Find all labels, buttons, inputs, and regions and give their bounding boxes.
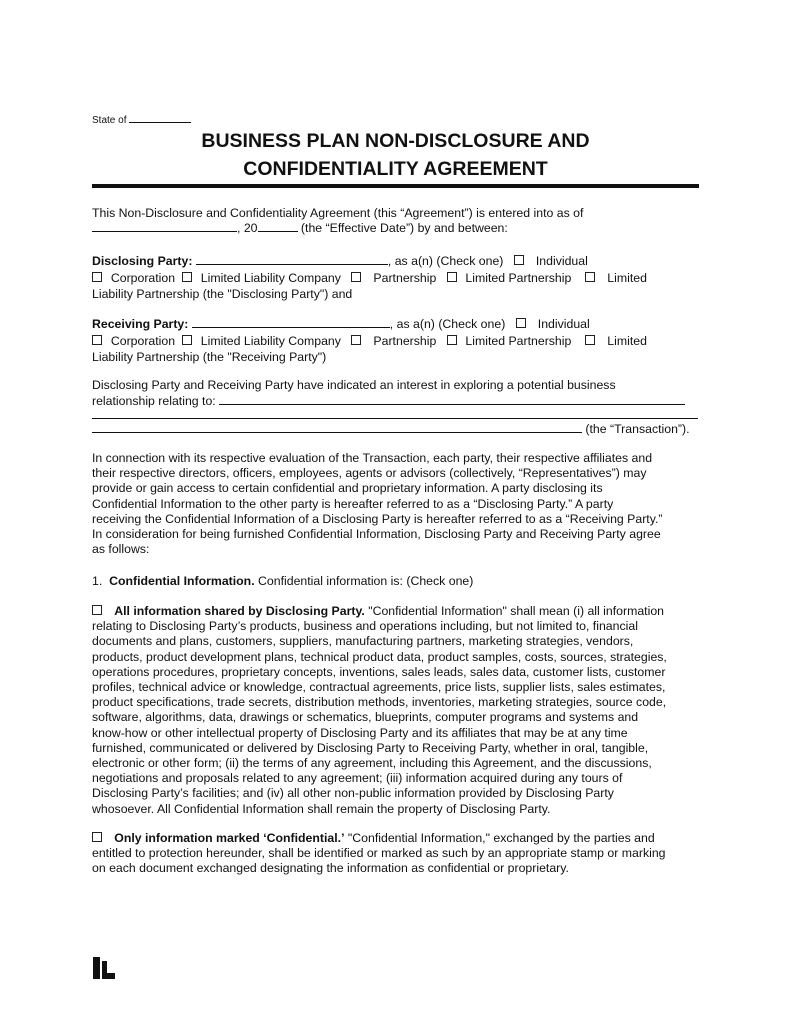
disclosing-party-name-blank[interactable] xyxy=(196,254,388,265)
disclosing-llc-label: Limited Liability Company xyxy=(200,270,341,285)
option-marked-first-rest: "Confidential Information," exchanged by the parties and xyxy=(344,831,655,845)
interest-paragraph xyxy=(92,378,702,409)
option-marked-line: on each document exchanged designating the information as confidential or proprietary. xyxy=(92,861,569,876)
connection-paragraph-line: as follows: xyxy=(92,542,150,557)
disclosing-lp-label: Limited Partnership xyxy=(465,270,572,285)
receiving-individual-label: Individual xyxy=(537,317,590,331)
disclosing-llc-checkbox[interactable] xyxy=(182,272,192,282)
intro-line-2 xyxy=(92,221,702,236)
intro-line-1: This Non-Disclosure and Confidentiality Agreement (this “Agreement”) is entered into as of xyxy=(92,206,584,220)
option-all-line: profiles, technical advice or knowledge, contractual agreements, price lists, supplier lists, sales estimates, xyxy=(92,680,666,695)
state-of-line xyxy=(92,114,191,126)
receiving-partnership-label: Partnership xyxy=(373,333,437,348)
option-all-first-rest: "Confidential Information" shall mean (i) all information xyxy=(364,604,665,618)
option-marked-first-line xyxy=(92,831,702,846)
effective-year-blank[interactable] xyxy=(258,221,298,232)
receiving-llc-checkbox[interactable] xyxy=(182,335,192,345)
disclosing-party-line-2 xyxy=(92,270,702,287)
option-all-line: know-how or other intellectual property of Disclosing Party and its affiliates that may be at any time xyxy=(92,725,628,740)
section-1-text: Confidential information is: (Check one) xyxy=(254,574,474,588)
option-all-line: Disclosing Party’s facilities; and (iv) all other non-public information provided by Disclosing Party xyxy=(92,786,614,801)
disclosing-partnership-checkbox[interactable] xyxy=(351,272,361,282)
intro-date-end: (the “Effective Date”) by and between: xyxy=(297,221,508,236)
connection-paragraph xyxy=(92,451,702,557)
transaction-line xyxy=(92,422,690,437)
option-marked-heading: Only information marked ‘Confidential.’ xyxy=(114,831,345,845)
disclosing-llp-label: Limited xyxy=(607,270,647,285)
option-marked-checkbox[interactable] xyxy=(92,832,102,842)
receiving-llc-label: Limited Liability Company xyxy=(200,333,341,348)
state-label: State of xyxy=(92,115,127,126)
option-all-line: furnished, communicated or delivered by Disclosing Party to Receiving Party, whether in oral, tangible, xyxy=(92,740,649,755)
connection-paragraph-line: their respective directors, officers, employees, agents or advisors (collectively, “Representatives”) may xyxy=(92,466,647,481)
transaction-blank-line-2[interactable] xyxy=(92,422,582,433)
disclosing-llp-checkbox[interactable] xyxy=(585,272,595,282)
receiving-as-an: , as a(n) (Check one) xyxy=(389,317,506,331)
connection-paragraph-line: Confidential Information to the other party is hereafter referred to as a “Disclosing Party.” A party xyxy=(92,496,614,511)
intro-paragraph xyxy=(92,206,702,236)
disclosing-corporation-label: Corporation xyxy=(110,270,176,285)
receiving-partnership-checkbox[interactable] xyxy=(351,335,361,345)
state-blank[interactable] xyxy=(129,114,191,123)
receiving-llp-checkbox[interactable] xyxy=(585,335,595,345)
section-1-heading xyxy=(92,574,473,589)
disclosing-party-block xyxy=(92,253,702,303)
transaction-label: (the “Transaction”). xyxy=(585,422,690,436)
option-marked-line: entitled to protection hereunder, shall be identified or marked as such by an appropriate stamp or marking xyxy=(92,846,666,861)
receiving-party-label: Receiving Party: xyxy=(92,317,189,331)
receiving-party-line-3: Liability Partnership (the "Receiving Party") xyxy=(92,350,327,364)
option-all-line: software, algorithms, data, drawings or schematics, blueprints, computer programs and systems and xyxy=(92,710,639,725)
interest-relating-blank[interactable] xyxy=(219,394,685,405)
connection-paragraph-line: In consideration for being furnished Confidential Information, Disclosing Party and Receiving Party agree xyxy=(92,527,661,542)
document-title-line-2: CONFIDENTIALITY AGREEMENT xyxy=(243,158,548,180)
disclosing-individual-label: Individual xyxy=(535,254,588,268)
option-all-checkbox[interactable] xyxy=(92,605,102,615)
option-all-line: products, product development plans, technical product data, product samples, costs, sources, strategies, xyxy=(92,649,667,664)
option-all-heading: All information shared by Disclosing Party. xyxy=(114,604,365,618)
receiving-corporation-label: Corporation xyxy=(110,333,176,348)
disclosing-party-line-3: Liability Partnership (the "Disclosing Party") and xyxy=(92,287,353,301)
receiving-party-name-blank[interactable] xyxy=(192,317,390,328)
receiving-lp-label: Limited Partnership xyxy=(465,333,572,348)
connection-paragraph-line: In connection with its respective evaluation of the Transaction, each party, their respective affiliates and xyxy=(92,451,653,465)
disclosing-lp-checkbox[interactable] xyxy=(447,272,457,282)
legal-templates-logo-icon xyxy=(93,957,115,979)
intro-date-mid: , 20 xyxy=(237,221,258,236)
option-all-line: documents and plans, customers, suppliers, manufacturing partners, marketing strategies, vendors, xyxy=(92,634,634,649)
disclosing-as-an: , as a(n) (Check one) xyxy=(387,254,504,268)
connection-paragraph-line: provide or gain access to certain confidential and proprietary information. A party disclosing its xyxy=(92,481,603,496)
receiving-party-line-1 xyxy=(92,316,702,333)
connection-paragraph-line: receiving the Confidential Information of a Disclosing Party is hereafter referred to as a “Receiving Party.” xyxy=(92,511,663,526)
receiving-corporation-checkbox[interactable] xyxy=(92,335,102,345)
interest-line-2 xyxy=(92,394,702,410)
option-marked-confidential xyxy=(92,831,702,877)
option-all-line: electronic or other form; (ii) the terms of any agreement, including this Agreement, and the discussions, xyxy=(92,756,652,771)
interest-line-1: Disclosing Party and Receiving Party have indicated an interest in exploring a potential business xyxy=(92,378,616,392)
option-all-first-line xyxy=(92,604,702,619)
document-title-line-1: BUSINESS PLAN NON-DISCLOSURE AND xyxy=(201,130,590,152)
interest-relating-label: relationship relating to: xyxy=(92,393,216,408)
section-1-number: 1. xyxy=(92,574,103,588)
disclosing-corporation-checkbox[interactable] xyxy=(92,272,102,282)
option-all-line: relating to Disclosing Party’s products, business and operations including, but not limited to, financial xyxy=(92,619,638,634)
effective-date-blank[interactable] xyxy=(92,221,237,232)
disclosing-individual-checkbox[interactable] xyxy=(514,255,524,265)
receiving-party-block xyxy=(92,316,702,366)
disclosing-party-label: Disclosing Party: xyxy=(92,254,193,268)
option-all-line: whosoever. All Confidential Information shall remain the property of Disclosing Party. xyxy=(92,801,551,816)
receiving-llp-label: Limited xyxy=(607,333,647,348)
option-all-line: operations procedures, proprietary concepts, inventions, sales leads, sales data, customer lists, customer xyxy=(92,664,666,679)
option-all-line: product specifications, trade secrets, distribution methods, inventories, marketing strategies, source code, xyxy=(92,695,667,710)
transaction-blank-line-1[interactable] xyxy=(92,418,698,419)
receiving-individual-checkbox[interactable] xyxy=(516,318,526,328)
disclosing-partnership-label: Partnership xyxy=(373,270,437,285)
disclosing-party-line-1 xyxy=(92,253,702,270)
receiving-party-line-2 xyxy=(92,333,702,350)
section-1-title: Confidential Information. xyxy=(109,574,255,588)
title-divider xyxy=(92,184,699,188)
receiving-lp-checkbox[interactable] xyxy=(447,335,457,345)
option-all-information xyxy=(92,604,702,817)
option-all-line: negotiations and proposals related to any agreement; (iii) information acquired during any tours of xyxy=(92,771,623,786)
